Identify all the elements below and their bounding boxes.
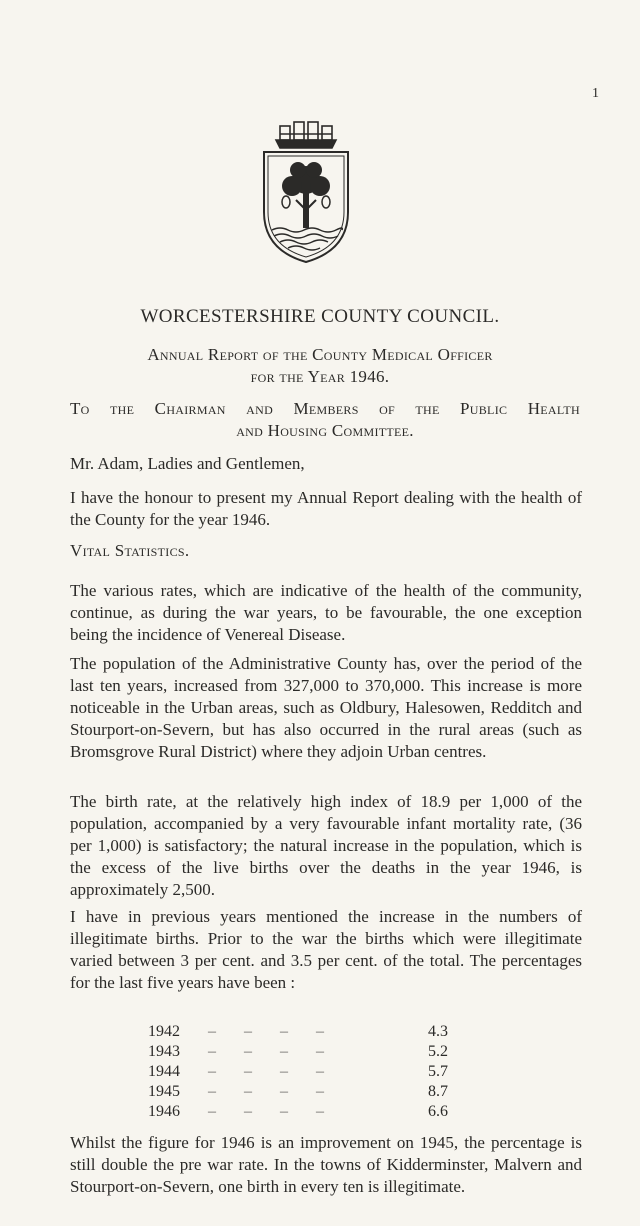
table-row bbox=[148, 1062, 448, 1082]
year-cell: 1943 bbox=[148, 1043, 180, 1060]
year-cell: 1946 bbox=[148, 1103, 180, 1120]
addressee-line: and Housing Committee. bbox=[236, 421, 414, 440]
paragraph-birth-rate: The birth rate, at the relatively high index of 18.9 per 1,000 of the population, accompanied by a very favourable infant mortality rate, (36 per 1,000) is satisfactory; the natural increase in the population, which is the excess of the live births over the deaths in the year 1946, is approximately 2,500. bbox=[70, 792, 582, 899]
leader-dashes: – – – – bbox=[208, 1103, 336, 1120]
wavy-water-icon bbox=[272, 228, 342, 250]
leader-dashes: – – – – bbox=[208, 1063, 336, 1080]
leader-dashes: – – – – bbox=[208, 1043, 336, 1060]
year-cell: 1945 bbox=[148, 1083, 180, 1100]
year-cell: 1942 bbox=[148, 1023, 180, 1040]
table-row bbox=[148, 1022, 448, 1042]
report-title-line: for the Year 1946. bbox=[250, 367, 390, 386]
table-row bbox=[148, 1042, 448, 1062]
section-heading-vital-statistics: Vital Statistics. bbox=[70, 541, 190, 560]
county-crest bbox=[258, 112, 354, 272]
addressee bbox=[70, 398, 580, 442]
leader-dashes: – – – – bbox=[208, 1023, 336, 1040]
table-row bbox=[148, 1082, 448, 1102]
report-title-line: Annual Report of the County Medical Officer bbox=[147, 345, 493, 364]
percentage-cell: 6.6 bbox=[428, 1103, 448, 1120]
percentage-cell: 8.7 bbox=[428, 1083, 448, 1100]
percentage-cell: 4.3 bbox=[428, 1023, 448, 1040]
percentage-cell: 5.7 bbox=[428, 1063, 448, 1080]
paragraph-conclusion: Whilst the figure for 1946 is an improvement on 1945, the percentage is still double the pre war rate. In the towns of Kidderminster, Malvern and Stourport-on-Severn, one birth in every ten is illegitimate. bbox=[70, 1133, 582, 1196]
salutation: Mr. Adam, Ladies and Gentlemen, bbox=[70, 454, 305, 473]
addressee-line: To the Chairman and Members of the Public Health bbox=[70, 399, 580, 418]
table-row bbox=[148, 1102, 448, 1122]
percentage-cell: 5.2 bbox=[428, 1043, 448, 1060]
paragraph-intro: I have the honour to present my Annual Report dealing with the health of the County for the year 1946. bbox=[70, 488, 582, 529]
council-title: WORCESTERSHIRE COUNTY COUNCIL. bbox=[140, 306, 500, 327]
leader-dashes: – – – – bbox=[208, 1083, 336, 1100]
pear-tree-icon bbox=[282, 162, 330, 228]
mural-crown-icon bbox=[276, 122, 336, 148]
illegitimate-percentages-table bbox=[148, 1022, 448, 1122]
year-cell: 1944 bbox=[148, 1063, 180, 1080]
paragraph-rates: The various rates, which are indicative of the health of the community, continue, as during the war years, to be favourable, the one exception being the incidence of Venereal Disease. bbox=[70, 581, 582, 644]
report-title bbox=[0, 344, 640, 388]
paragraph-illegitimate: I have in previous years mentioned the increase in the numbers of illegitimate births. Prior to the war the births which were illegitimate varied between 3 per cent. and 3.5 per cent. of the total. The percentages for the last five years have been : bbox=[70, 907, 582, 992]
paragraph-population: The population of the Administrative County has, over the period of the last ten years, increased from 327,000 to 370,000. This increase is more noticeable in the Urban areas, such as Oldbury, Halesowen, Redditch and Stourport-on-Severn, but has also occurred in the rural areas (such as Bromsgrove Rural District) where they adjoin Urban centres. bbox=[70, 654, 582, 761]
page-number: 1 bbox=[592, 86, 599, 101]
